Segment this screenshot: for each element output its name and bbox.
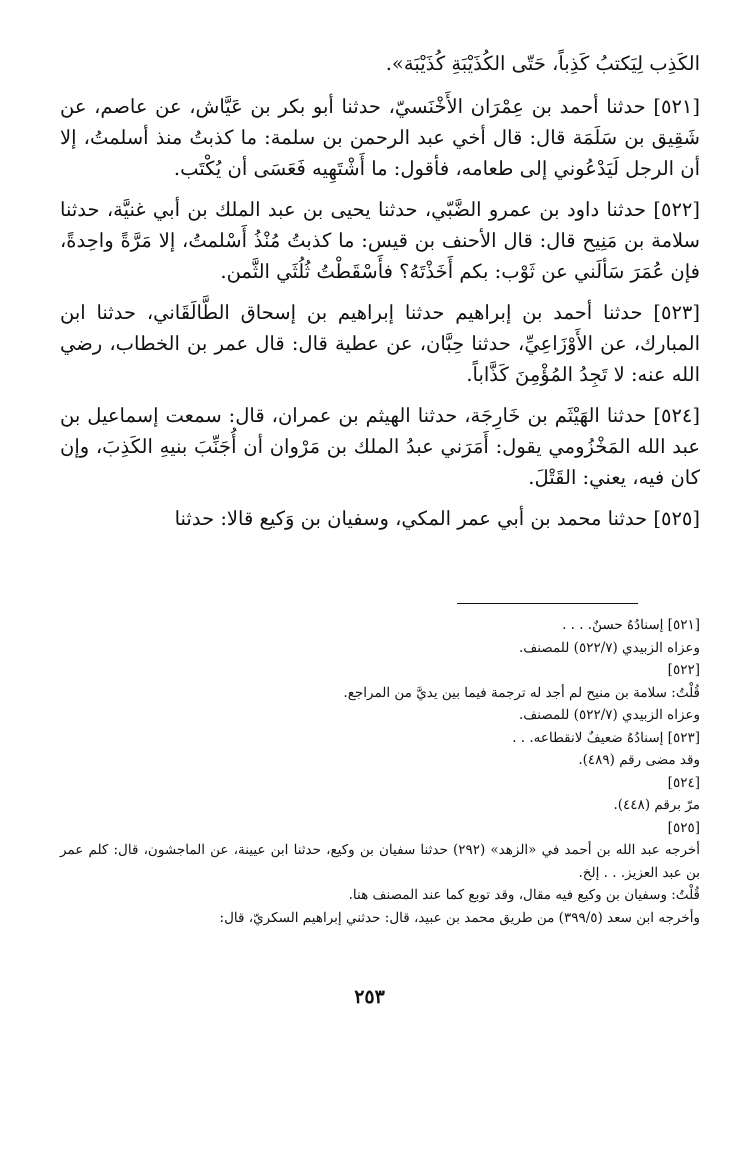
footnote-line: قُلْتُ: وسفيان بن وكيع فيه مقال، وقد توبع كما عند المصنف هنا. — [348, 887, 700, 903]
paragraph-continuation: الكَذِب لِيَكتبُ كَذِباً، حَتّى الكُذَيْبَةِ كُذَيْبَة». — [385, 52, 700, 75]
footnote-line: [٥٢١] إسنادُهُ حسنٌ. . . . — [562, 617, 700, 633]
footnote-line: [٥٢٣] إسنادُهُ ضعيفٌ لانقطاعه. . . — [512, 729, 700, 746]
page-number: ٢٥٣ — [354, 986, 385, 1008]
footnotes — [60, 614, 700, 929]
footnote-line: [٥٢٤] — [667, 774, 700, 791]
footnote-separator — [457, 603, 638, 604]
footnote-line: مرّ برقم (٤٤٨). — [613, 797, 700, 813]
paragraph-523: [٥٢٣] حدثنا أحمد بن إبراهيم حدثنا إبراهيم بن إسحاق الطَّالَقَاني، حدثنا ابن المبارك، عن الأَوْزَاعِيِّ، حدثنا حِبَّان، عن عطية قال: قال عمر بن الخطاب، رضي الله عنه: لا تَجِدُ المُؤْمِنَ كَذَّاباً. — [60, 301, 700, 386]
paragraph-522: [٥٢٢] حدثنا داود بن عمرو الضَّبّي، حدثنا يحيى بن عبد الملك بن أبي غنيَّة، حدثنا سلامة بن مَنِيح قال: قال الأحنف بن قيس: ما كذبتُ مُنْذُ أَسْلمتُ، إلا مَرَّةً واحِدةً، فإن عُمَرَ سَألَني عن ثَوْب: بكم أَخَذْتَهُ؟ فأَسْقَطْتُ ثُلُثَي الثَّمن. — [60, 198, 700, 283]
main-text — [60, 48, 700, 544]
paragraph-521: [٥٢١] حدثنا أحمد بن عِمْرَان الأَخْنَسيّ، حدثنا أبو بكر بن عَيَّاش، عن عاصم، عن شَقِيق بن سَلَمَة قال: قال أخي عبد الرحمن بن سلمة: ما كذبتُ منذ أسلمتُ، إلا أن الرجل لَيَدْعُوني إلى طعامه، فأقول: ما أَشْتَهِيه فَعَسَى أن يُكْتَب. — [60, 95, 700, 180]
paragraph-525: [٥٢٥] حدثنا محمد بن أبي عمر المكي، وسفيان بن وَكيع قالا: حدثنا — [174, 507, 700, 530]
footnote-line: وعزاه الزبيدي (٥٢٢/٧) للمصنف. — [518, 707, 700, 723]
footnote-line: [٥٢٢] — [667, 662, 700, 678]
footnote-line: وقد مضى رقم (٤٨٩). — [578, 752, 700, 768]
footnote-line: [٥٢٥] — [667, 819, 700, 836]
footnote-line: أخرجه عبد الله بن أحمد في «الزهد» (٢٩٢) حدثنا سفيان بن وكيع، حدثنا ابن عيينة، عن الماجشون، قال: كلم عمر بن عبد العزيز. . . إلخ. — [60, 842, 701, 881]
footnote-line: وأخرجه ابن سعد (٣٩٩/٥) من طريق محمد بن عبيد، قال: حدثني إبراهيم السكريّ، قال: — [219, 909, 700, 926]
footnote-line: وعزاه الزبيدي (٥٢٢/٧) للمصنف. — [518, 639, 700, 656]
footnote-line: قُلْتُ: سلامة بن منيح لم أجد له ترجمة فيما بين يديَّ من المراجع. — [343, 684, 700, 701]
paragraph-524: [٥٢٤] حدثنا الهَيْثَم بن خَارِجَة، حدثنا الهيثم بن عمران، قال: سمعت إسماعيل بن عبد الله المَخْزُومي يقول: أَمَرَني عبدُ الملك بن مَرْوان أن أُجَنِّبَ بنيهِ الكَذِبَ، وإن كان فيه، يعني: القَتْلَ. — [60, 404, 700, 489]
